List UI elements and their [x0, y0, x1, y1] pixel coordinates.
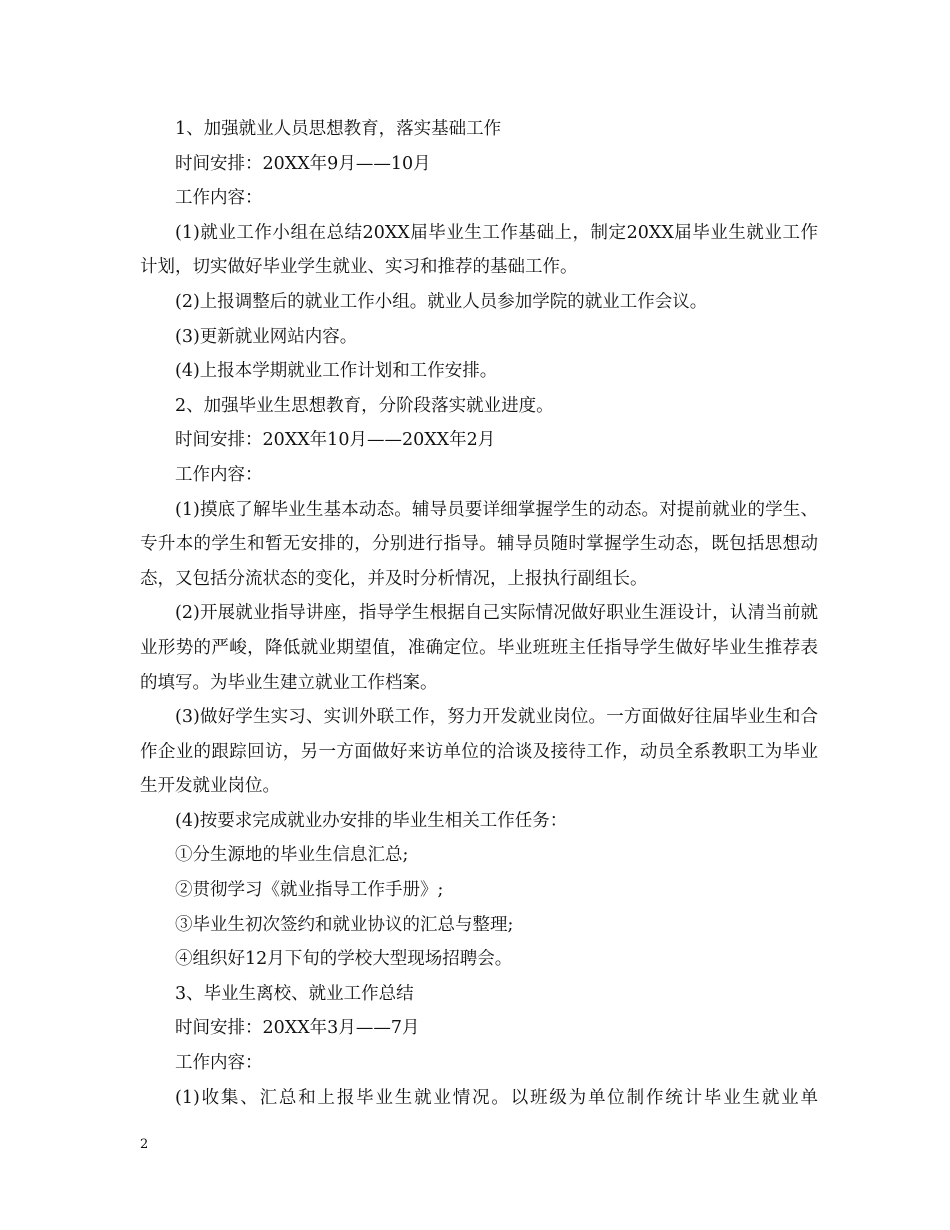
list-item: ③毕业生初次签约和就业协议的汇总与整理;	[175, 914, 514, 935]
paragraph: (2)上报调整后的就业工作小组。就业人员参加学院的就业工作会议。	[175, 291, 708, 312]
schedule-line: 时间安排：20XX年9月——10月	[175, 153, 431, 174]
list-item: ②贯彻学习《就业指导工作手册》;	[175, 880, 444, 901]
section-heading-3: 3、毕业生离校、就业工作总结	[175, 983, 414, 1004]
list-item: ④组织好12月下旬的学校大型现场招聘会。	[175, 949, 513, 970]
list-item: ①分生源地的毕业生信息汇总;	[175, 845, 409, 866]
schedule-line: 时间安排：20XX年3月——7月	[175, 1018, 420, 1039]
paragraph: (3)更新就业网站内容。	[175, 326, 358, 347]
section-heading-2: 2、加强毕业生思想教育，分阶段落实就业进度。	[175, 395, 554, 416]
paragraph: (1)收集、汇总和上报毕业生就业情况。以班级为单位制作统计毕业生就业单	[175, 1087, 818, 1108]
section-heading-1: 1、加强就业人员思想教育，落实基础工作	[175, 119, 502, 139]
content-label: 工作内容：	[175, 188, 263, 209]
paragraph: (1)摸底了解毕业生基本动态。辅导员要详细掌握学生的动态。对提前就业的学生、专升本的学生和暂无安排的，分别进行指导。辅导员随时掌握学生动态，既包括思想动态，又包括分流状态的变化，并及时分析情况，上报执行副组长。	[140, 499, 818, 589]
content-label: 工作内容：	[175, 1053, 263, 1074]
schedule-line: 时间安排：20XX年10月——20XX年2月	[175, 430, 496, 451]
page-number: 2	[140, 1137, 149, 1152]
document-body	[140, 112, 818, 1115]
paragraph: (3)做好学生实习、实训外联工作，努力开发就业岗位。一方面做好往届毕业生和合作企业的跟踪回访，另一方面做好来访单位的洽谈及接待工作，动员全系教职工为毕业生开发就业岗位。	[140, 707, 818, 797]
paragraph: (1)就业工作小组在总结20XX届毕业生工作基础上，制定20XX届毕业生就业工作计划，切实做好毕业学生就业、实习和推荐的基础工作。	[140, 222, 818, 278]
paragraph: (4)按要求完成就业办安排的毕业生相关工作任务：	[175, 810, 568, 831]
paragraph: (4)上报本学期就业工作计划和工作安排。	[175, 361, 498, 382]
content-label: 工作内容：	[175, 464, 263, 485]
paragraph: (2)开展就业指导讲座，指导学生根据自己实际情况做好职业生涯设计，认清当前就业形势的严峻，降低就业期望值，准确定位。毕业班班主任指导学生做好毕业生推荐表的填写。为毕业生建立就业工作档案。	[140, 603, 818, 693]
